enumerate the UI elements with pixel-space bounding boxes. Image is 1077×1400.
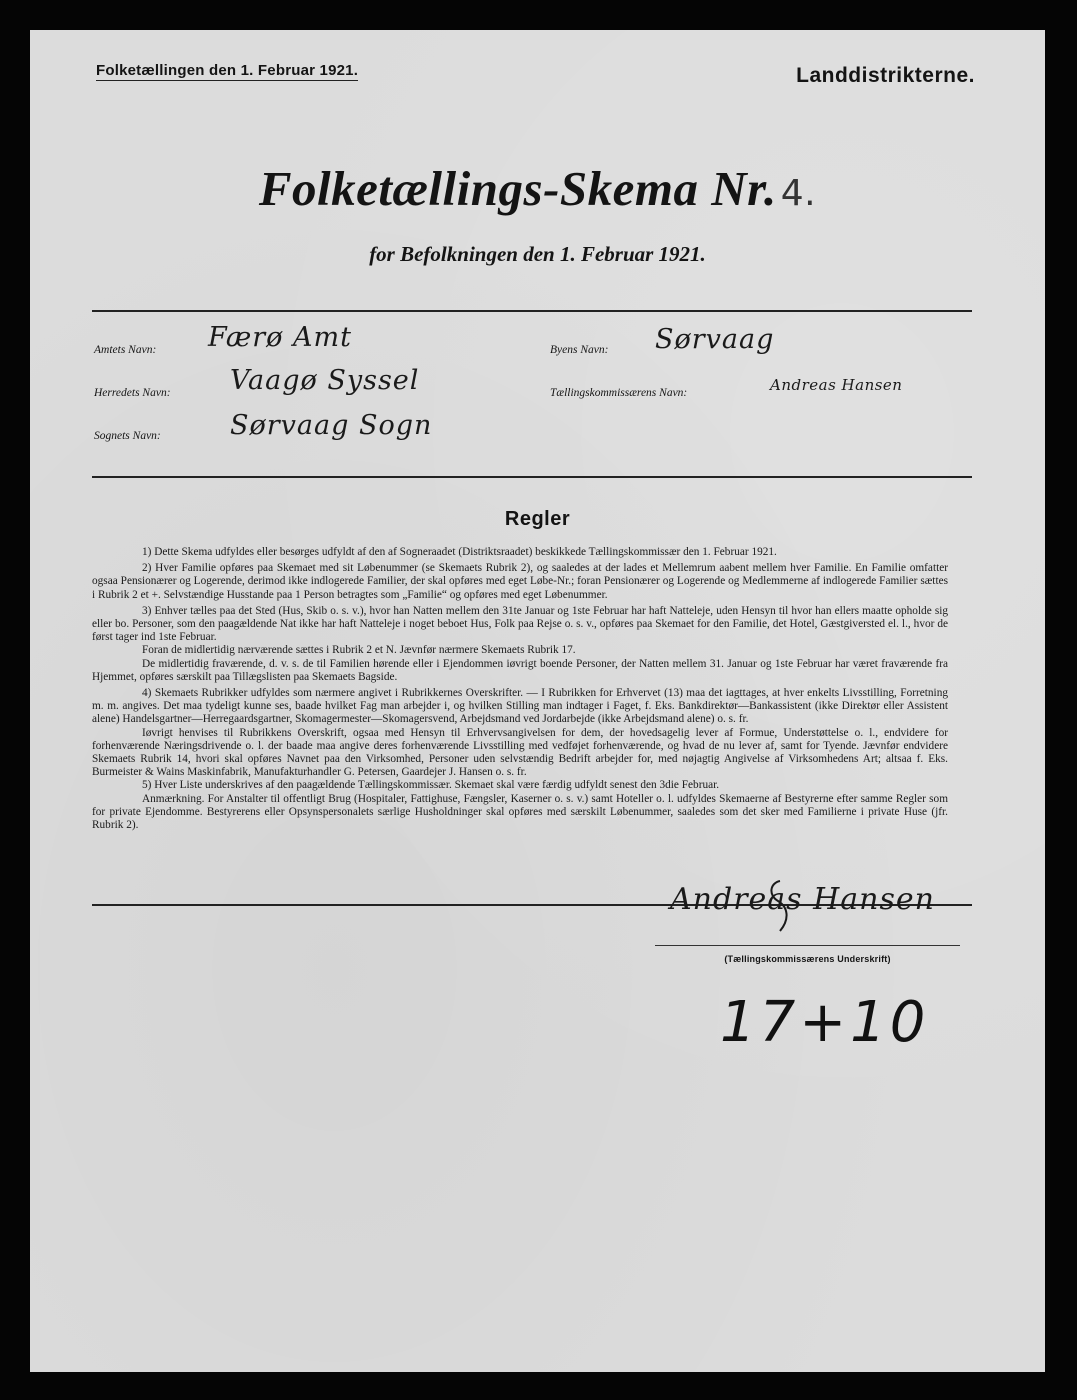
sogn-value-handwritten: Sørvaag Sogn [230,410,433,441]
rule-3: 3) Enhver tælles paa det Sted (Hus, Skib o. s. v.), hvor han Natten mellem den 31te Januar og 1ste Februar har haft Natteleje, uden Hensyn til hvor han ellers maatte opholde sig eller bo. Personer, som den paagældende Nat ikke har haft Natteleje i noget beboet Hus, Folk paa Rejse o. s. v., opføres paa Skemaet for den Familie, det Hotel, Gæstgiversted el. l., hvor de først tager ind 1ste Februar. [92,604,948,644]
sogn-label: Sognets Navn: [94,430,161,442]
form-title [30,160,1045,217]
census-date-header: Folketællingen den 1. Februar 1921. [96,62,359,79]
rule-3-foran: Foran de midlertidig nærværende sættes i Rubrik 2 et N. Jævnfør nærmere Skemaets Rubrik 17. [142,644,576,657]
rule-1: 1) Dette Skema udfyldes eller besørges udfyldt af den af Sogneraadet (Distriktsraadet) beskikkede Tællingskommissær den 1. Februar 1921. [142,546,777,558]
rule-4: 4) Skemaets Rubrikker udfyldes som nærmere angivet i Rubrikkernes Overskrifter. — I Rubrikken for Erhvervet (13) maa det iagttages, at hver enkelts Livsstilling, Forretning m. m. angives. Det maa tydeligt kunne ses, baade hvilket Fag man arbejder i, og hvilken Stilling man indtager i Faget, f. Eks. Bankdirektør—Bankassistent (ikke Direktør eller Assistent alene) Handelsgartner—Herregaardsgartner, Skomagermester—Skomagersvend, Arbejdsmand ved Jordarbejde (ikke Arbejdsmand alene) o. s. fr. [92,687,948,726]
rule-2: 2) Hver Familie opføres paa Skemaet med sit Løbenummer (se Skemaets Rubrik 2), og saaledes at der lades et Mellemrum aabent mellem hver Familie. En Familie omfatter ogsaa Pensionærer og Logerende, derimod ikke indlogerede Familier, der skal opføres med eget Løbe-Nr.; foran Pensionærer og Logerende og Medlemmerne af indlogerede Familier sættes i Rubrik 2 et +. Selvstændige Husstande paa 1 Person betragtes som „Familie“ og opføres med eget Løbenummer. [92,562,948,601]
rule-3-fravaerende: De midlertidig fraværende, d. v. s. de til Familien hørende eller i Ejendommen iøvrigt boende Personer, der Natten mellem 31. Januar og 1ste Februar har været fraværende fra Hjemmet, opføres særskilt paa Tillægslisten paa Skemaets Bagside. [92,657,948,683]
rule-4-iovrigt: Iøvrigt henvises til Rubrikkens Overskrift, ogsaa med Hensyn til Erhvervsangivelsen for dem, der hovedsagelig lever af Formue, Understøttelse o. l., endvidere for forhenværende Næringsdrivende o. l. der baade maa angive deres forhenværende Livsstilling med vedføjet forhenværende, og hvad de nu lever af, samt for Tyende. Jævnfør endvidere Skemaets Rubrik 14, hvori skal opføres Navnet paa den Virksomhed, Personer uden selvstændig Bedrift arbejder for, med nøjagtig Angivelse af Virksomhedens Art; altsaa f. Eks. Burmeister & Wains Maskinfabrik, Manufakturhandler G. Petersen, Gaardejer J. Hansen o. s. fr. [92,726,948,779]
form-subtitle: for Befolkningen den 1. Februar 1921. [369,242,706,266]
form-title-text: Folketællings-Skema Nr. [258,161,777,216]
kommissaer-label: Tællingskommissærens Navn: [550,387,688,399]
district-type-header: Landdistrikterne. [796,64,975,87]
kommissaer-value-handwritten: Andreas Hansen [770,376,903,394]
commissioner-signature-handwritten: Andreas Hansen [670,882,935,917]
amt-value-handwritten: Færø Amt [208,322,352,353]
rules-text [92,546,948,832]
signature-line [655,945,960,946]
divider-middle [92,476,972,478]
rules-heading: Regler [504,508,571,530]
rule-anmaerkning: Anmærkning. For Anstalter til offentligt Brug (Hospitaler, Fattighuse, Fængsler, Kaserner o. s. v.) samt Hoteller o. l. udfyldes Skemaerne af Bestyrerne efter samme Regler som for private Ejendomme. Bestyrerens eller Opsynspersonalets særlige Husholdninger skal opføres med særskilt Løbenummer, saaledes som det sker med Familierne i private Huse (jfr. Rubrik 2). [92,792,948,832]
census-form-page [30,30,1045,1372]
rule-5: 5) Hver Liste underskrives af den paagældende Tællingskommissær. Skemaet skal være færdig udfyldt senest den 3die Februar. [142,779,720,792]
amt-label: Amtets Navn: [94,344,157,356]
form-number-handwritten: 4. [780,173,817,214]
by-label: Byens Navn: [550,344,609,356]
signature-caption: (Tællingskommissærens Underskrift) [724,954,891,964]
herred-value-handwritten: Vaagø Syssel [230,365,420,396]
herred-label: Herredets Navn: [94,387,171,399]
divider-top [92,310,972,312]
handwritten-count: 17+10 [720,990,930,1055]
by-value-handwritten: Sørvaag [655,324,775,355]
